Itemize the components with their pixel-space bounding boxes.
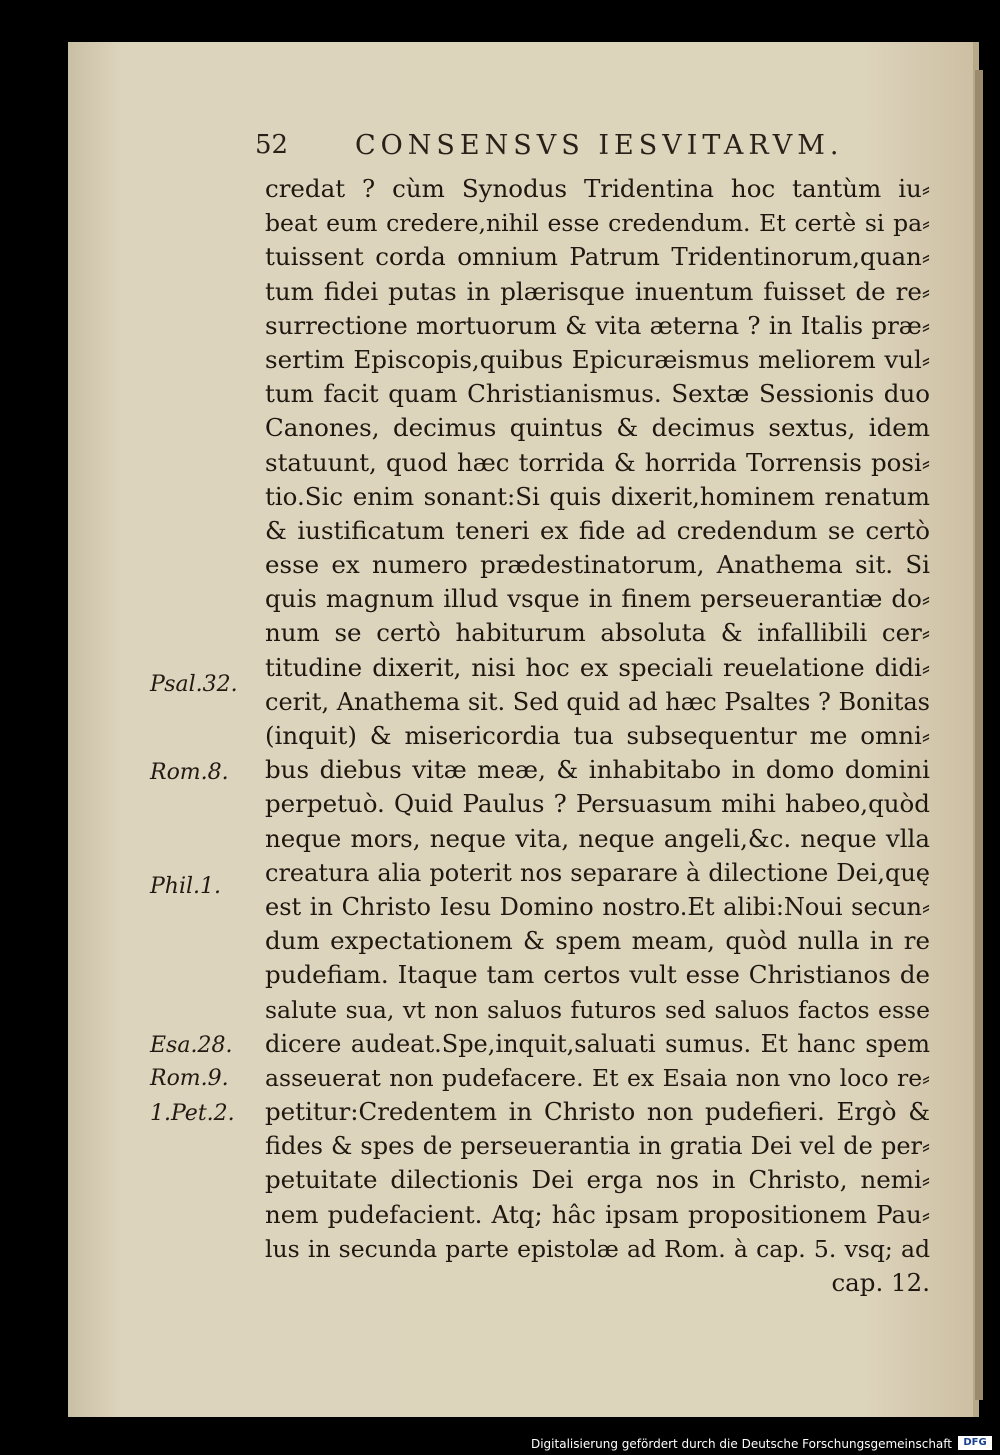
text-line: cerit, Anathema sit. Sed quid ad hæc Psaltes ? Bonitas [265,687,930,716]
text-line: nem pudefacient. Atq; hâc ipsam propositionem Pau⸗ [265,1199,930,1229]
text-line: tio.Sic enim sonant:Si quis dixerit,hominem renatum [265,481,930,511]
margin-note: 1.Pet.2. [150,1101,235,1126]
text-line: sertim Episcopis,quibus Epicuræismus meliorem vul⸗ [265,344,930,374]
text-line: (inquit) & misericordia tua subsequentur me omni⸗ [265,721,930,750]
text-line: neque mors, neque vita, neque angeli,&c. neque vlla [265,823,930,853]
text-line: petuitate dilectionis Dei erga nos in Christo, nemi⸗ [265,1165,930,1195]
text-line: esse ex numero prædestinatorum, Anathema sit. Si [265,550,930,580]
body-text [265,172,930,1300]
running-title: CONSENSVS IESVITARVM. [355,130,844,161]
margin-note: Esa.28. [150,1033,233,1058]
text-line: lus in secunda parte epistolæ ad Rom. à cap. 5. vsq; ad [265,1234,930,1263]
dfg-logo: DFG [958,1436,992,1450]
text-line: credat ? cùm Synodus Tridentina hoc tantùm iu⸗ [265,174,930,203]
page-edge [975,70,983,1400]
text-line: dum expectationem & spem meam, quòd nulla in re [265,926,930,956]
page-number: 52 [255,130,289,160]
catchword: cap. 12. [831,1268,930,1297]
margin-note: Phil.1. [150,874,222,899]
text-line: num se certò habiturum absoluta & infallibili cer⸗ [265,618,930,648]
text-line: beat eum credere,nihil esse credendum. Et certè si pa⸗ [265,209,930,238]
margin-note: Rom.9. [150,1066,229,1091]
margin-note: Psal.32. [150,672,238,697]
text-line: asseuerat non pudefacere. Et ex Esaia non vno loco re⸗ [265,1063,930,1092]
text-line: bus diebus vitæ meæ, & inhabitabo in domo domini [265,755,930,785]
text-line: dicere audeat.Spe,inquit,saluati sumus. Et hanc spem [265,1029,930,1058]
text-line: Canones, decimus quintus & decimus sextus, idem [265,413,930,443]
text-line: petitur:Credentem in Christo non pudefieri. Ergò & [265,1097,930,1127]
text-line: pudefiam. Itaque tam certos vult esse Christianos de [265,960,930,990]
text-line: & iustificatum teneri ex fide ad credendum se certò [265,515,930,545]
text-line: surrectione mortuorum & vita æterna ? in Italis præ⸗ [265,310,930,340]
text-line: tum facit quam Christianismus. Sextæ Sessionis duo [265,379,930,409]
text-line: titudine dixerit, nisi hoc ex speciali reuelatione didi⸗ [265,652,930,682]
text-line: tuissent corda omnium Patrum Tridentinorum,quan⸗ [265,242,930,272]
page-header [255,130,855,170]
text-line: salute sua, vt non saluos futuros sed saluos factos esse [265,995,930,1024]
text-line: perpetuò. Quid Paulus ? Persuasum mihi habeo,quòd [265,789,930,819]
text-line: fides & spes de perseuerantia in gratia Dei vel de per⸗ [265,1132,930,1161]
text-line: est in Christo Iesu Domino nostro.Et alibi:Noui secun⸗ [265,892,930,921]
footer-bar [0,1432,1000,1455]
text-line: statuunt, quod hæc torrida & horrida Torrensis posi⸗ [265,447,930,477]
text-line: creatura alia poterit nos separare à dilectione Dei,quę [265,858,930,887]
text-line: quis magnum illud vsque in finem perseuerantiæ do⸗ [265,584,930,614]
margin-note: Rom.8. [150,760,229,785]
text-line: tum fidei putas in plærisque inuentum fuisset de re⸗ [265,276,930,306]
funding-credit: Digitalisierung gefördert durch die Deutsche Forschungsgemeinschaft [530,1437,952,1451]
